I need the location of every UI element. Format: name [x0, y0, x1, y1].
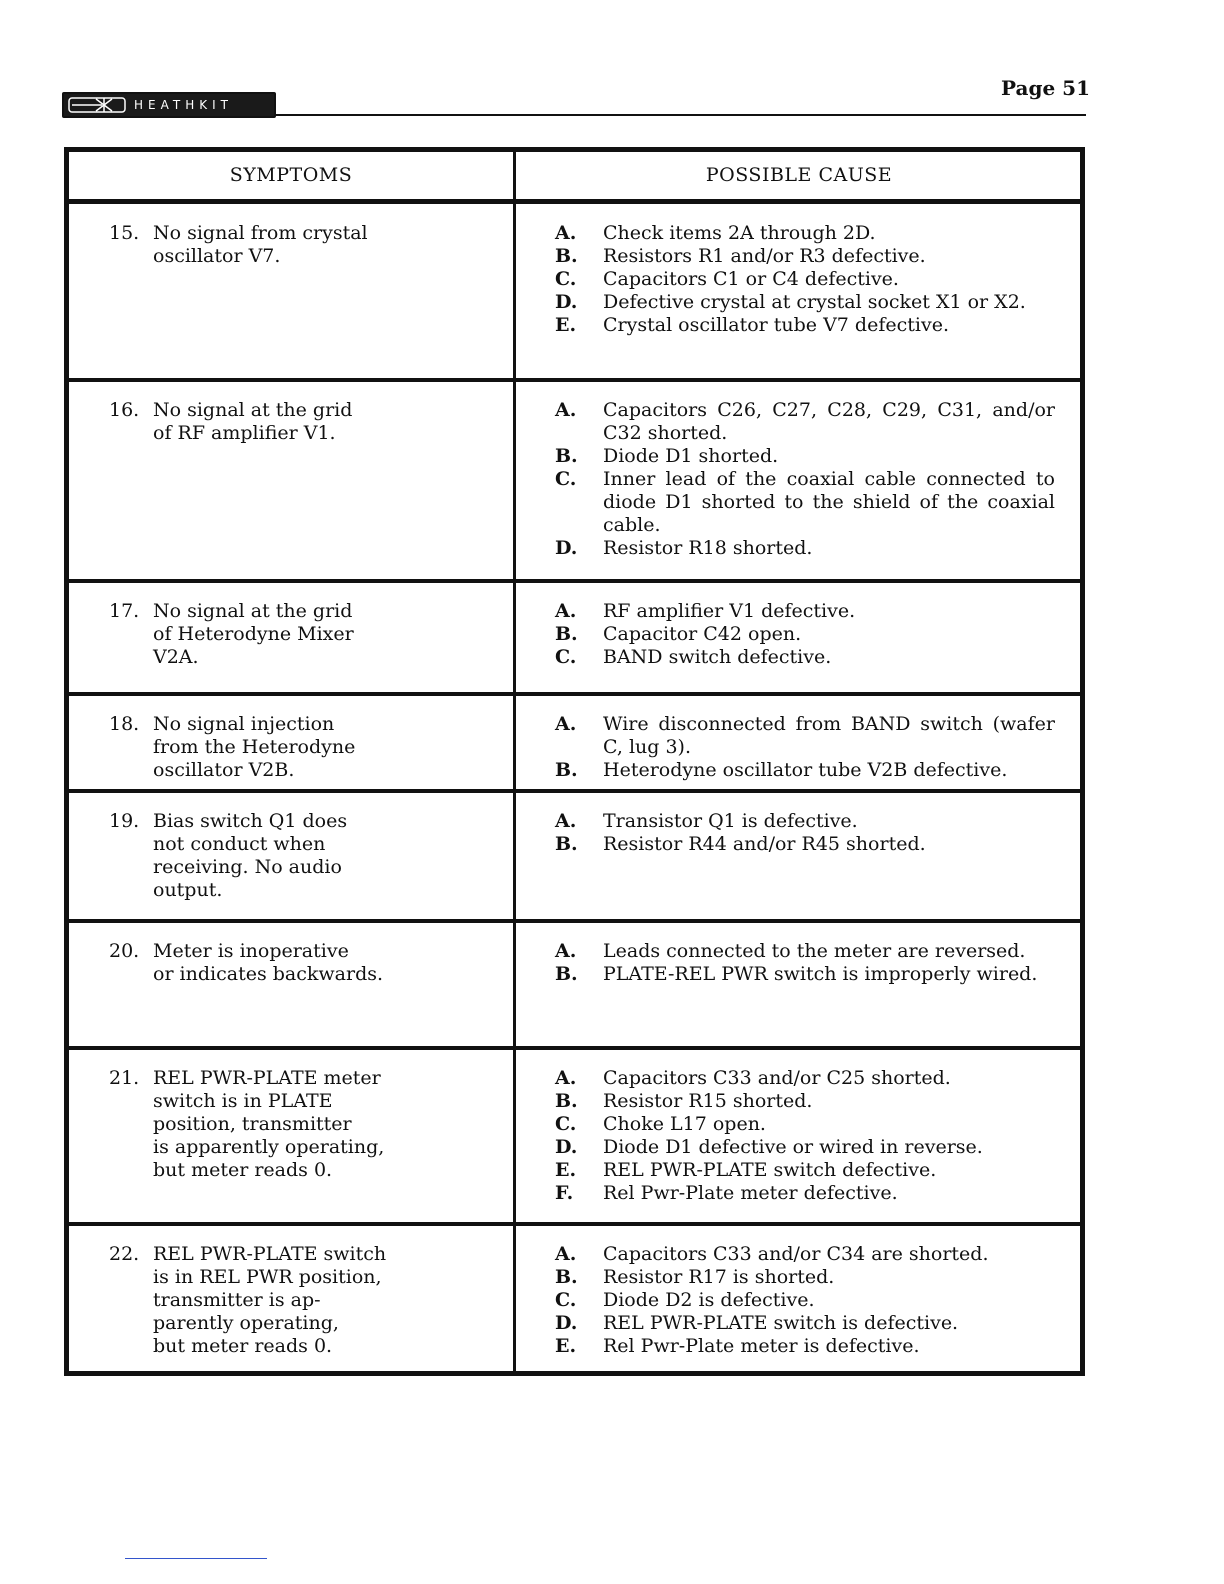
cause-text: Rel Pwr-Plate meter defective.	[603, 1182, 898, 1204]
cause-text: Rel Pwr-Plate meter is defective.	[603, 1335, 920, 1357]
cause-text: Wire disconnected from BAND switch (wafer C, lug 3).	[603, 713, 1055, 758]
table-row	[69, 381, 1080, 582]
cause-text: RF amplifier V1 defective.	[603, 600, 856, 622]
cause-item	[555, 291, 1055, 314]
cause-letter: C.	[555, 268, 577, 290]
cause-text: Check items 2A through 2D.	[603, 222, 876, 244]
cause-letter: A.	[555, 399, 577, 421]
cause-text: BAND switch defective.	[603, 646, 832, 668]
cause-item	[555, 713, 1055, 759]
cause-letter: D.	[555, 537, 578, 559]
cause-text: Capacitors C26, C27, C28, C29, C31, and/or C32 shorted.	[603, 399, 1055, 444]
cause-letter: B.	[555, 963, 578, 985]
cause-item	[555, 623, 1055, 646]
cause-item	[555, 399, 1055, 445]
cause-text: Diode D2 is defective.	[603, 1289, 815, 1311]
cause-letter: C.	[555, 1113, 577, 1135]
cause-list	[555, 713, 1055, 782]
cause-text: Leads connected to the meter are reversed.	[603, 940, 1026, 962]
cause-item	[555, 1289, 1055, 1312]
cause-list	[555, 810, 1055, 856]
cause-text: Inner lead of the coaxial cable connected to diode D1 shorted to the shield of the coaxial cable.	[603, 468, 1055, 536]
cause-letter: D.	[555, 1312, 578, 1334]
cause-letter: B.	[555, 623, 578, 645]
row-separator	[69, 1046, 1080, 1050]
cause-item	[555, 1312, 1055, 1335]
cause-item	[555, 759, 1055, 782]
cause-item	[555, 245, 1055, 268]
header-possible-cause: POSSIBLE CAUSE	[705, 164, 893, 186]
row-separator	[69, 789, 1080, 793]
cause-letter: A.	[555, 713, 577, 735]
cause-text: REL PWR-PLATE switch is defective.	[603, 1312, 959, 1334]
cause-letter: A.	[555, 810, 577, 832]
cause-item	[555, 1335, 1055, 1358]
cause-letter: B.	[555, 1090, 578, 1112]
cause-letter: B.	[555, 759, 578, 781]
cause-item	[555, 1136, 1055, 1159]
cause-list	[555, 222, 1055, 337]
symptom-text: Bias switch Q1 does not conduct when receiving. No audio output.	[153, 810, 348, 901]
cause-item	[555, 314, 1055, 337]
cause-text: Resistors R1 and/or R3 defective.	[603, 245, 926, 267]
row-separator	[69, 692, 1080, 696]
cause-item	[555, 600, 1055, 623]
cause-text: Crystal oscillator tube V7 defective.	[603, 314, 949, 336]
cause-text: Resistor R18 shorted.	[603, 537, 813, 559]
cause-list	[555, 1243, 1055, 1358]
symptom-number: 20.	[109, 940, 140, 962]
cause-letter: D.	[555, 1136, 578, 1158]
row-separator	[69, 378, 1080, 382]
row-separator	[69, 1222, 1080, 1226]
table-row	[69, 792, 1080, 922]
table-header	[69, 152, 1080, 204]
cause-letter: B.	[555, 245, 578, 267]
table-row	[69, 695, 1080, 792]
cause-item	[555, 833, 1055, 856]
symptom-number: 17.	[109, 600, 140, 622]
symptom-text: Meter is inoperative or indicates backwards.	[153, 940, 384, 985]
symptom-text: REL PWR-PLATE meter switch is in PLATE position, transmitter is apparently operating, but meter reads 0.	[153, 1067, 385, 1181]
page-number: Page 51	[1001, 76, 1090, 100]
row-separator	[69, 579, 1080, 583]
cause-letter: A.	[555, 600, 577, 622]
cause-text: Transistor Q1 is defective.	[603, 810, 858, 832]
cause-item	[555, 1090, 1055, 1113]
cause-item	[555, 1182, 1055, 1205]
cause-text: Capacitors C33 and/or C34 are shorted.	[603, 1243, 989, 1265]
heathkit-emblem-icon	[68, 96, 126, 114]
table-row	[69, 1049, 1080, 1225]
cause-item	[555, 1067, 1055, 1090]
cause-text: Diode D1 defective or wired in reverse.	[603, 1136, 983, 1158]
cause-list	[555, 399, 1055, 560]
cause-letter: D.	[555, 291, 578, 313]
symptom-number: 18.	[109, 713, 140, 735]
cause-list	[555, 940, 1055, 986]
cause-letter: A.	[555, 1067, 577, 1089]
cause-letter: F.	[555, 1182, 574, 1204]
symptom-text: No signal at the grid of Heterodyne Mixer V2A.	[153, 600, 354, 668]
symptom-text: REL PWR-PLATE switch is in REL PWR position, transmitter is ap- parently operating, but meter reads 0.	[153, 1243, 387, 1357]
troubleshooting-table	[64, 147, 1085, 1376]
cause-letter: B.	[555, 1266, 578, 1288]
cause-item	[555, 646, 1055, 669]
cause-letter: A.	[555, 1243, 577, 1265]
cause-text: Resistor R15 shorted.	[603, 1090, 813, 1112]
cause-item	[555, 940, 1055, 963]
cause-text: Diode D1 shorted.	[603, 445, 779, 467]
cause-letter: C.	[555, 468, 577, 490]
cause-list	[555, 1067, 1055, 1205]
row-separator	[69, 919, 1080, 923]
cause-text: REL PWR-PLATE switch defective.	[603, 1159, 937, 1181]
cause-text: Capacitors C33 and/or C25 shorted.	[603, 1067, 951, 1089]
table-row	[69, 582, 1080, 695]
symptom-number: 19.	[109, 810, 140, 832]
cause-text: Capacitors C1 or C4 defective.	[603, 268, 899, 290]
cause-letter: C.	[555, 1289, 577, 1311]
brand-name: HEATHKIT	[134, 98, 233, 112]
cause-text: Defective crystal at crystal socket X1 or X2.	[603, 291, 1026, 313]
footer-rule	[125, 1558, 267, 1559]
symptom-text: No signal at the grid of RF amplifier V1.	[153, 399, 353, 444]
header-symptoms: SYMPTOMS	[229, 164, 353, 186]
cause-letter: A.	[555, 940, 577, 962]
table-row	[69, 922, 1080, 1049]
symptom-number: 16.	[109, 399, 140, 421]
table-row	[69, 204, 1080, 381]
cause-letter: B.	[555, 445, 578, 467]
symptom-number: 21.	[109, 1067, 140, 1089]
cause-letter: B.	[555, 833, 578, 855]
cause-text: Heterodyne oscillator tube V2B defective.	[603, 759, 1008, 781]
cause-letter: C.	[555, 646, 577, 668]
cause-text: Resistor R44 and/or R45 shorted.	[603, 833, 926, 855]
cause-item	[555, 445, 1055, 468]
cause-item	[555, 963, 1055, 986]
cause-text: Choke L17 open.	[603, 1113, 766, 1135]
cause-letter: A.	[555, 222, 577, 244]
cause-text: PLATE-REL PWR switch is improperly wired.	[603, 963, 1038, 985]
cause-item	[555, 1243, 1055, 1266]
cause-list	[555, 600, 1055, 669]
cause-text: Resistor R17 is shorted.	[603, 1266, 835, 1288]
cause-item	[555, 222, 1055, 245]
symptom-text: No signal injection from the Heterodyne oscillator V2B.	[153, 713, 356, 781]
cause-letter: E.	[555, 1335, 577, 1357]
heathkit-logo	[62, 92, 276, 118]
header-rule	[276, 114, 1086, 116]
cause-item	[555, 537, 1055, 560]
cause-item	[555, 1159, 1055, 1182]
cause-item	[555, 1266, 1055, 1289]
cause-item	[555, 1113, 1055, 1136]
cause-item	[555, 268, 1055, 291]
symptom-text: No signal from crystal oscillator V7.	[153, 222, 368, 267]
symptom-number: 15.	[109, 222, 140, 244]
cause-item	[555, 810, 1055, 833]
cause-item	[555, 468, 1055, 537]
cause-letter: E.	[555, 1159, 577, 1181]
cause-text: Capacitor C42 open.	[603, 623, 802, 645]
cause-letter: E.	[555, 314, 577, 336]
symptom-number: 22.	[109, 1243, 140, 1265]
table-row	[69, 1225, 1080, 1371]
